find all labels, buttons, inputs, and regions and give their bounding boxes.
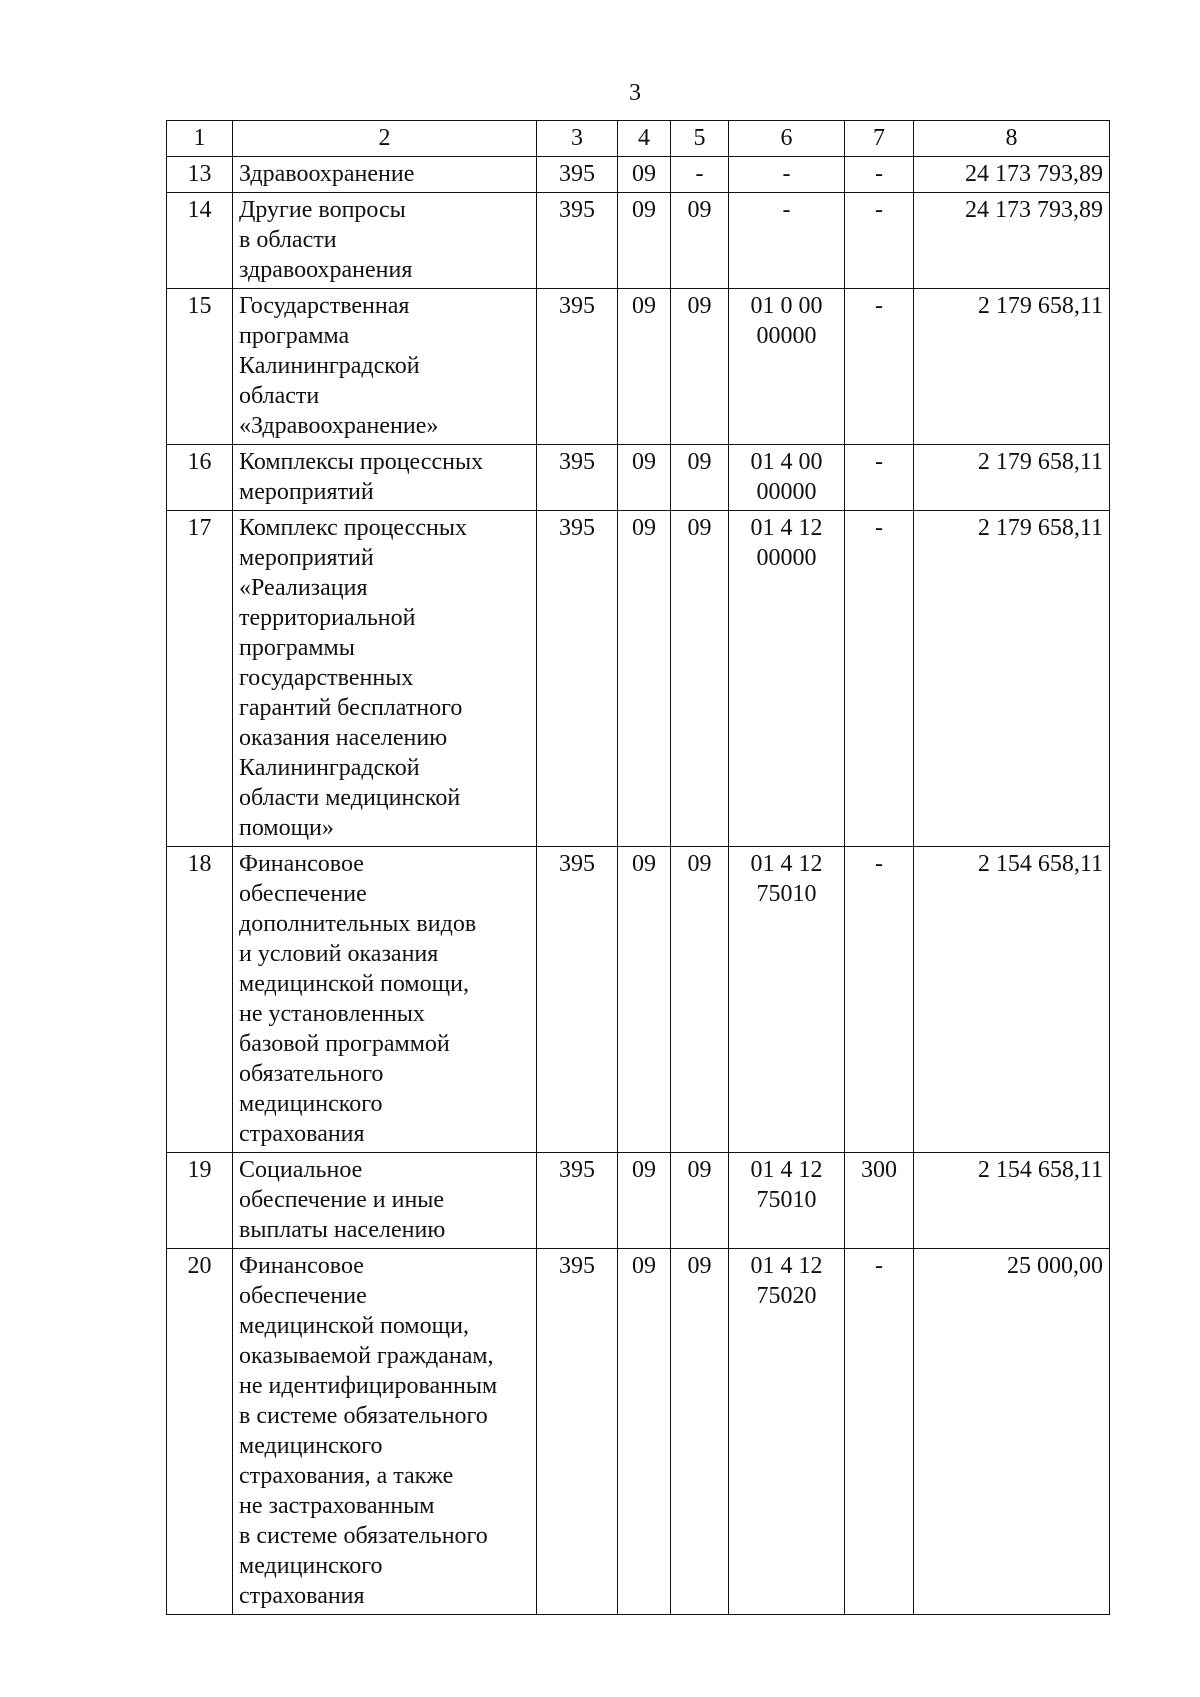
row-number-cell: 16 [167, 445, 233, 511]
table-row [167, 1153, 1110, 1249]
section-code-cell: 09 [618, 511, 671, 847]
subsection-code-cell: 09 [671, 445, 729, 511]
target-article-cell: 01 4 00 00000 [729, 445, 845, 511]
target-article-cell: 01 4 12 75010 [729, 1153, 845, 1249]
row-name-cell: Социальное обеспечение и иные выплаты населению [233, 1153, 537, 1249]
header-cell: 6 [729, 121, 845, 157]
table-row [167, 193, 1110, 289]
ministry-code-cell: 395 [537, 289, 618, 445]
row-name-cell: Финансовое обеспечение дополнительных видов и условий оказания медицинской помощи, не установленных базовой программой обязательного медицинского страхования [233, 847, 537, 1153]
table-row [167, 511, 1110, 847]
target-article-cell: 01 0 00 00000 [729, 289, 845, 445]
section-code-cell: 09 [618, 1153, 671, 1249]
target-article-cell: 01 4 12 75010 [729, 847, 845, 1153]
row-number-cell: 13 [167, 157, 233, 193]
amount-cell: 2 179 658,11 [914, 445, 1110, 511]
row-number-cell: 14 [167, 193, 233, 289]
row-number-cell: 20 [167, 1249, 233, 1615]
section-code-cell: 09 [618, 193, 671, 289]
row-name-cell: Другие вопросы в области здравоохранения [233, 193, 537, 289]
amount-cell: 25 000,00 [914, 1249, 1110, 1615]
ministry-code-cell: 395 [537, 1153, 618, 1249]
expense-type-cell: - [845, 445, 914, 511]
header-cell: 2 [233, 121, 537, 157]
target-article-cell: - [729, 157, 845, 193]
table-row [167, 289, 1110, 445]
amount-cell: 2 179 658,11 [914, 511, 1110, 847]
header-cell: 7 [845, 121, 914, 157]
expense-type-cell: - [845, 1249, 914, 1615]
target-article-cell: - [729, 193, 845, 289]
expense-type-cell: - [845, 847, 914, 1153]
table-header-row [167, 121, 1110, 157]
ministry-code-cell: 395 [537, 511, 618, 847]
row-name-cell: Комплексы процессных мероприятий [233, 445, 537, 511]
ministry-code-cell: 395 [537, 1249, 618, 1615]
page-number: 3 [629, 80, 641, 106]
row-name-cell: Государственная программа Калининградской области «Здравоохранение» [233, 289, 537, 445]
section-code-cell: 09 [618, 289, 671, 445]
section-code-cell: 09 [618, 157, 671, 193]
row-number-cell: 15 [167, 289, 233, 445]
expense-type-cell: - [845, 157, 914, 193]
ministry-code-cell: 395 [537, 847, 618, 1153]
row-name-cell: Комплекс процессных мероприятий «Реализация территориальной программы государственных гарантий бесплатного оказания населению Калининградской области медицинской помощи» [233, 511, 537, 847]
row-number-cell: 17 [167, 511, 233, 847]
section-code-cell: 09 [618, 847, 671, 1153]
table-row [167, 1249, 1110, 1615]
amount-cell: 2 154 658,11 [914, 1153, 1110, 1249]
budget-table [166, 120, 1110, 1615]
expense-type-cell: 300 [845, 1153, 914, 1249]
amount-cell: 2 154 658,11 [914, 847, 1110, 1153]
header-cell: 3 [537, 121, 618, 157]
amount-cell: 24 173 793,89 [914, 193, 1110, 289]
table-row [167, 847, 1110, 1153]
target-article-cell: 01 4 12 00000 [729, 511, 845, 847]
ministry-code-cell: 395 [537, 445, 618, 511]
header-cell: 4 [618, 121, 671, 157]
target-article-cell: 01 4 12 75020 [729, 1249, 845, 1615]
ministry-code-cell: 395 [537, 193, 618, 289]
row-number-cell: 18 [167, 847, 233, 1153]
amount-cell: 24 173 793,89 [914, 157, 1110, 193]
row-name-cell: Здравоохранение [233, 157, 537, 193]
header-cell: 8 [914, 121, 1110, 157]
expense-type-cell: - [845, 193, 914, 289]
row-number-cell: 19 [167, 1153, 233, 1249]
subsection-code-cell: 09 [671, 511, 729, 847]
table-body [167, 121, 1110, 1615]
table-row [167, 445, 1110, 511]
header-cell: 5 [671, 121, 729, 157]
section-code-cell: 09 [618, 445, 671, 511]
subsection-code-cell: 09 [671, 193, 729, 289]
expense-type-cell: - [845, 289, 914, 445]
table-row [167, 157, 1110, 193]
amount-cell: 2 179 658,11 [914, 289, 1110, 445]
header-cell: 1 [167, 121, 233, 157]
expense-type-cell: - [845, 511, 914, 847]
subsection-code-cell: 09 [671, 1153, 729, 1249]
subsection-code-cell: 09 [671, 289, 729, 445]
subsection-code-cell: 09 [671, 847, 729, 1153]
subsection-code-cell: - [671, 157, 729, 193]
subsection-code-cell: 09 [671, 1249, 729, 1615]
section-code-cell: 09 [618, 1249, 671, 1615]
ministry-code-cell: 395 [537, 157, 618, 193]
row-name-cell: Финансовое обеспечение медицинской помощи, оказываемой гражданам, не идентифицированным в системе обязательного медицинского страхования, а также не застрахованным в системе обязательного медицинского страхования [233, 1249, 537, 1615]
